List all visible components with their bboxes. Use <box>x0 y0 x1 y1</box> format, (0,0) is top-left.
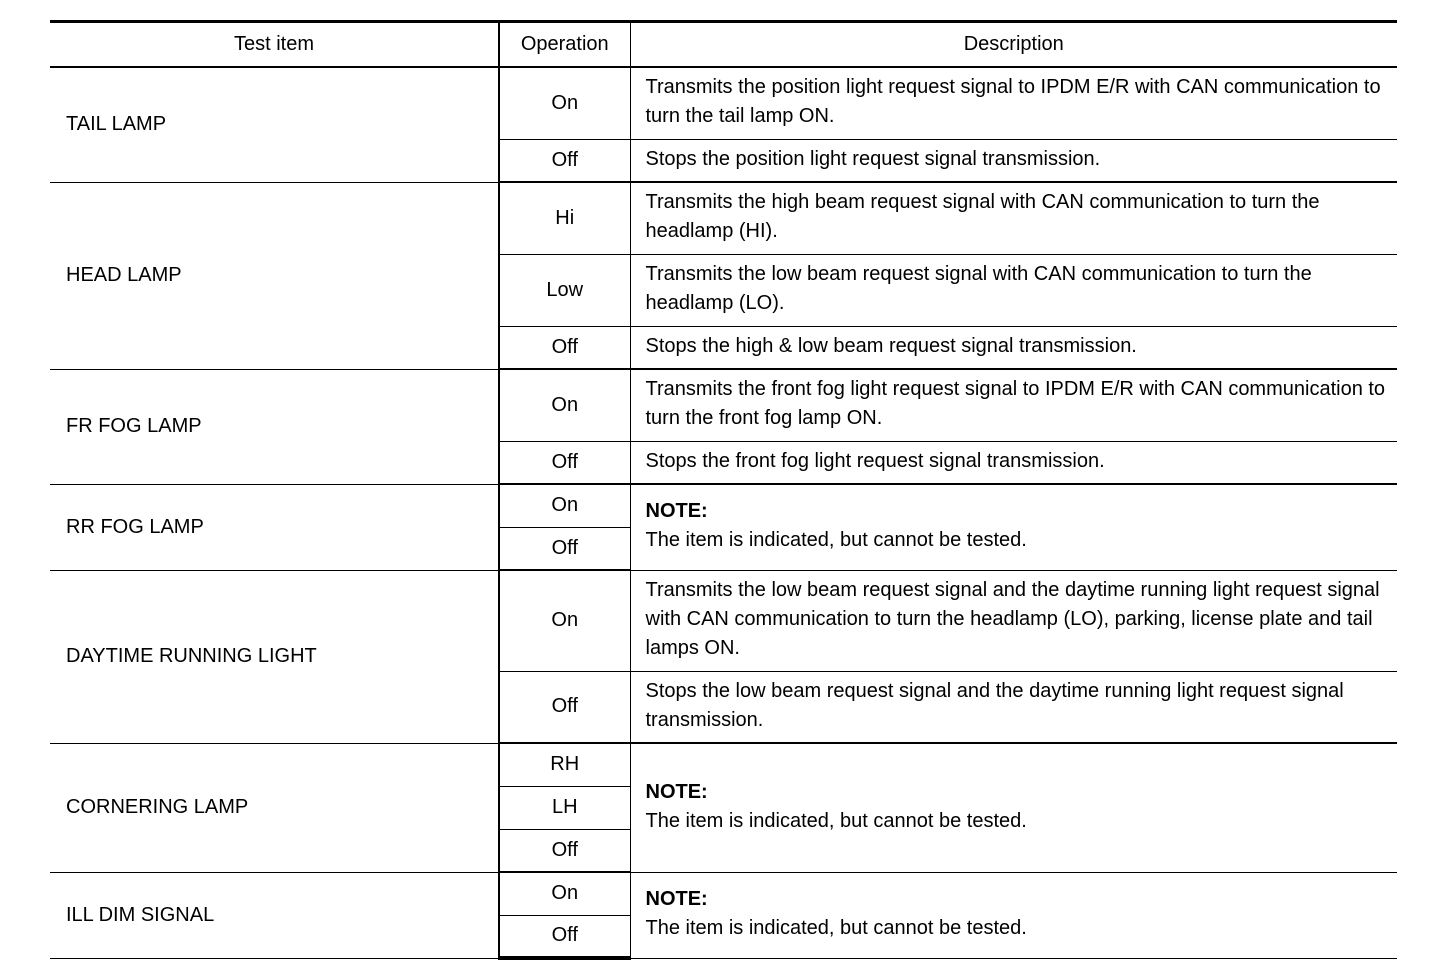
description-cell: Transmits the low beam request signal and the daytime running light request signal with CAN communication to turn the headlamp (LO), parking, license plate and tail lamps ON. <box>630 570 1397 671</box>
operation-cell: Off <box>499 671 630 743</box>
test-item-tail-lamp: TAIL LAMP <box>50 67 499 182</box>
test-item-daytime-running-light: DAYTIME RUNNING LIGHT <box>50 570 499 743</box>
table-row <box>50 369 1397 441</box>
operation-cell: Off <box>499 829 630 872</box>
note-title: NOTE: <box>645 780 708 803</box>
test-item-table <box>50 20 1397 960</box>
note-cell <box>630 484 1397 570</box>
operation-cell: Hi <box>499 182 630 254</box>
operation-cell: RH <box>499 743 630 786</box>
operation-cell: LH <box>499 786 630 829</box>
operation-cell: Off <box>499 326 630 369</box>
operation-cell: On <box>499 484 630 527</box>
note-cell <box>630 743 1397 872</box>
operation-cell: On <box>499 872 630 915</box>
header-operation: Operation <box>499 22 630 68</box>
operation-cell: Off <box>499 527 630 570</box>
test-item-fr-fog-lamp: FR FOG LAMP <box>50 369 499 484</box>
description-cell: Stops the high & low beam request signal transmission. <box>630 326 1397 369</box>
table-row <box>50 872 1397 915</box>
description-cell: Transmits the position light request signal to IPDM E/R with CAN communication to turn the tail lamp ON. <box>630 67 1397 139</box>
operation-cell: On <box>499 369 630 441</box>
note-cell <box>630 872 1397 958</box>
description-cell: Stops the front fog light request signal transmission. <box>630 441 1397 484</box>
description-cell: Transmits the high beam request signal with CAN communication to turn the headlamp (HI). <box>630 182 1397 254</box>
operation-cell: On <box>499 570 630 671</box>
operation-cell: Off <box>499 441 630 484</box>
header-description: Description <box>630 22 1397 68</box>
table-row <box>50 743 1397 786</box>
note-title: NOTE: <box>645 888 708 910</box>
operation-cell: Off <box>499 139 630 182</box>
note-text: The item is indicated, but cannot be tested. <box>645 917 1027 939</box>
header-test-item: Test item <box>50 22 499 68</box>
test-item-ill-dim-signal: ILL DIM SIGNAL <box>50 872 499 958</box>
table-header-row <box>50 22 1397 68</box>
table-row <box>50 570 1397 671</box>
test-item-cornering-lamp: CORNERING LAMP <box>50 743 499 872</box>
test-item-rr-fog-lamp: RR FOG LAMP <box>50 484 499 570</box>
operation-cell: On <box>499 67 630 139</box>
note-text: The item is indicated, but cannot be tested. <box>645 529 1027 552</box>
note-title: NOTE: <box>645 500 708 523</box>
operation-cell: Off <box>499 915 630 958</box>
note-text: The item is indicated, but cannot be tested. <box>645 809 1027 832</box>
test-item-head-lamp: HEAD LAMP <box>50 182 499 369</box>
table-row <box>50 67 1397 139</box>
operation-cell: Low <box>499 254 630 326</box>
description-cell: Transmits the low beam request signal with CAN communication to turn the headlamp (LO). <box>630 254 1397 326</box>
description-cell: Transmits the front fog light request signal to IPDM E/R with CAN communication to turn the front fog lamp ON. <box>630 369 1397 441</box>
description-cell: Stops the low beam request signal and the daytime running light request signal transmission. <box>630 671 1397 743</box>
table-row <box>50 484 1397 527</box>
description-cell: Stops the position light request signal transmission. <box>630 139 1397 182</box>
table-row <box>50 182 1397 254</box>
